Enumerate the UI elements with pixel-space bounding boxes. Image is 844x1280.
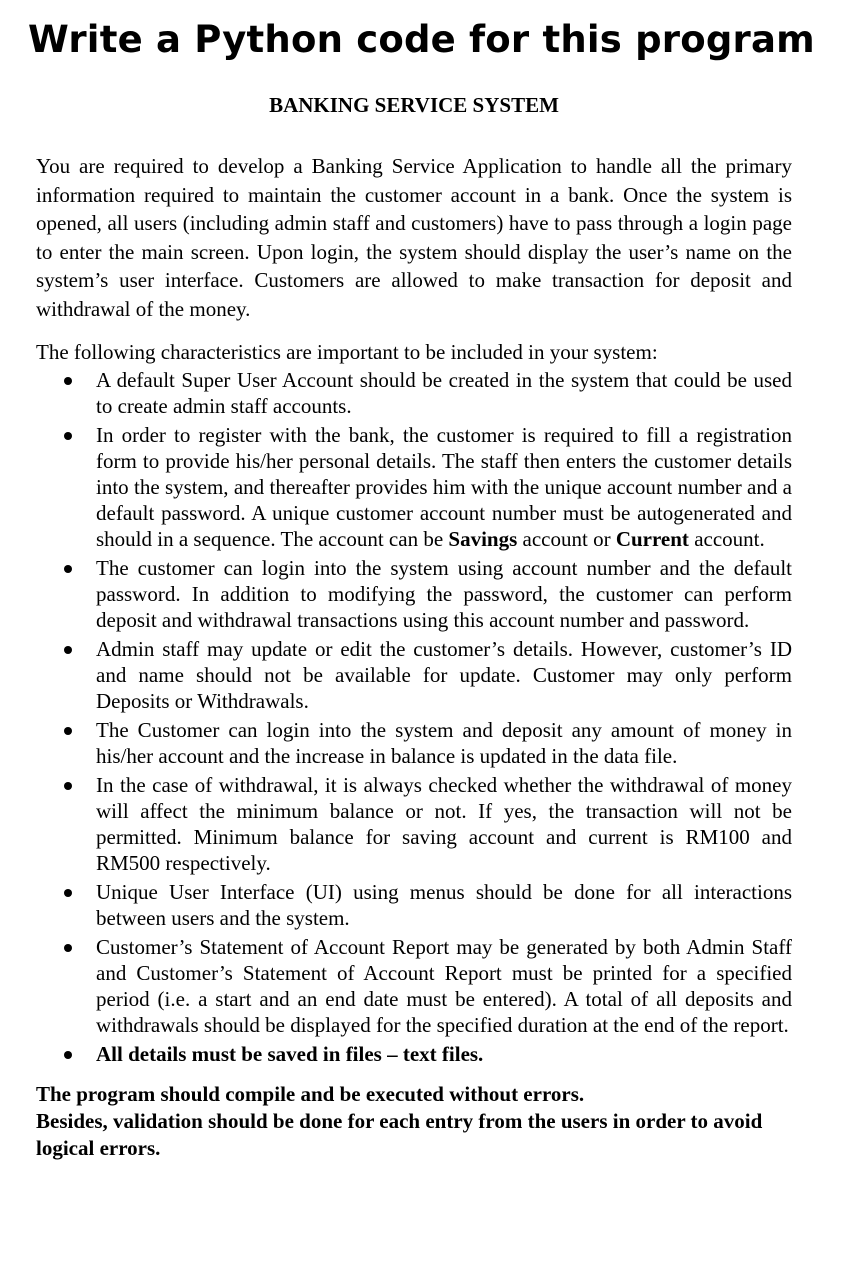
list-item-text: account. (688, 526, 765, 551)
list-item-text: account or (517, 526, 616, 551)
characteristics-list (36, 367, 792, 1067)
list-item-text: Admin staff may update or edit the customer’s details. However, customer’s ID and name should not be available for update. Customer may only perform Deposits or Withdrawals. (96, 636, 792, 713)
list-item (36, 555, 792, 633)
closing-line-compile: The program should compile and be executed without errors. (36, 1081, 585, 1106)
bullet-icon (64, 565, 72, 573)
list-item-text: In the case of withdrawal, it is always checked whether the withdrawal of money will affect the minimum balance or not. If yes, the transaction will not be permitted. Minimum balance for saving account and current is RM100 and RM500 respectively. (96, 772, 792, 875)
list-item-text: In order to register with the bank, the customer is required to fill a registration form to provide his/her personal details. The staff then enters the customer details into the system, and thereafter provides him with the unique account number and a default password. A unique customer account number must be autogenerated and should in a sequence. The account can be (96, 422, 792, 551)
list-item (36, 1041, 792, 1067)
bullet-icon (64, 889, 72, 897)
bullet-icon (64, 646, 72, 654)
list-item-text: A default Super User Account should be created in the system that could be used to create admin staff accounts. (96, 367, 792, 418)
list-item (36, 934, 792, 1038)
intro-paragraph: You are required to develop a Banking Service Application to handle all the primary information required to maintain the customer account in a bank. Once the system is opened, all users (including admin staff and customers) have to pass through a login page to enter the main screen. Upon login, the system should display the user’s name on the system’s user interface. Customers are allowed to make transaction for deposit and withdrawal of the money. (36, 154, 792, 321)
savings-term: Savings (448, 526, 518, 551)
characteristics-lead: The following characteristics are important to be included in your system: (36, 340, 658, 364)
list-item (36, 772, 792, 876)
bullet-icon (64, 377, 72, 385)
list-item (36, 717, 792, 769)
assignment-body (36, 90, 792, 1162)
bullet-icon (64, 1051, 72, 1059)
list-item (36, 636, 792, 714)
list-item (36, 422, 792, 552)
bullet-icon (64, 432, 72, 440)
closing-line-validation: Besides, validation should be done for each entry from the users in order to avoid logical errors. (36, 1108, 763, 1160)
list-item-text: Unique User Interface (UI) using menus should be done for all interactions between users and the system. (96, 879, 792, 930)
list-item-text: Customer’s Statement of Account Report may be generated by both Admin Staff and Customer’s Statement of Account Report must be printed for a specified period (i.e. a start and an end date must be entered). A total of all deposits and withdrawals should be displayed for the specified duration at the end of the report. (96, 934, 792, 1037)
page-heading: Write a Python code for this program (28, 18, 815, 61)
bullet-icon (64, 727, 72, 735)
closing-notes (36, 1081, 792, 1162)
bullet-icon (64, 782, 72, 790)
list-item-text: The Customer can login into the system and deposit any amount of money in his/her account and the increase in balance is updated in the data file. (96, 717, 792, 768)
document-title: BANKING SERVICE SYSTEM (269, 93, 559, 117)
bullet-icon (64, 944, 72, 952)
list-item (36, 879, 792, 931)
list-item-text: The customer can login into the system using account number and the default password. In addition to modifying the password, the customer can perform deposit and withdrawal transactions using this account number and password. (96, 555, 792, 632)
list-item (36, 367, 792, 419)
list-item-text: All details must be saved in files – text files. (96, 1041, 484, 1066)
current-term: Current (615, 526, 689, 551)
